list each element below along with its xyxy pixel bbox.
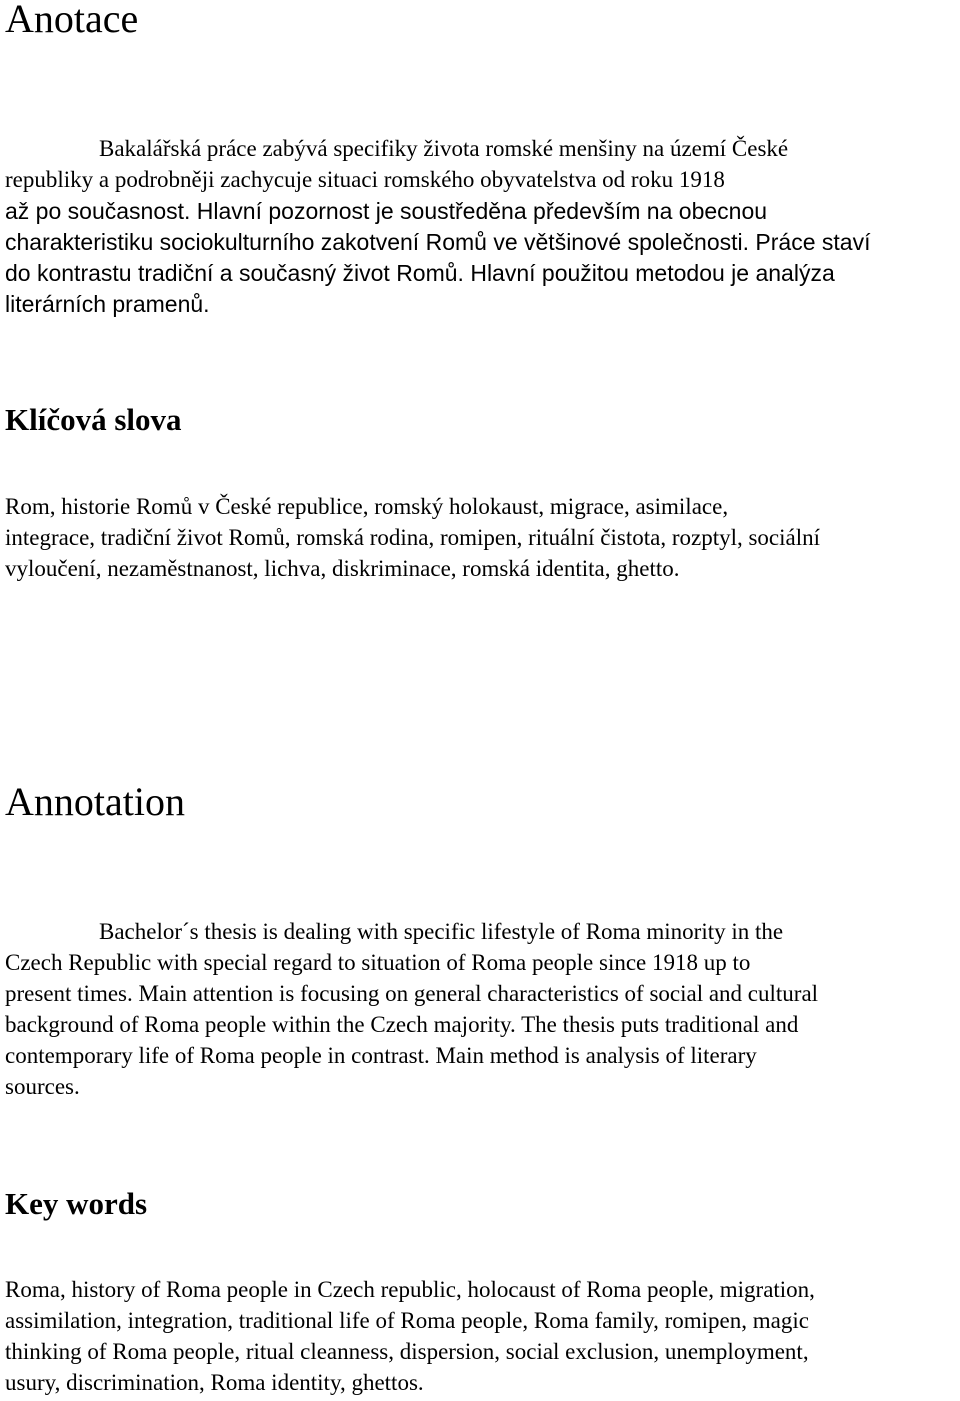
annotation-line-4: background of Roma people within the Czech majority. The thesis puts traditional and bbox=[5, 1012, 799, 1037]
annotation-line-1: Bachelor´s thesis is dealing with specific lifestyle of Roma minority in the bbox=[99, 919, 784, 944]
anotace-line-2: republiky a podrobněji zachycuje situaci romského obyvatelstva od roku 1918 bbox=[5, 167, 725, 192]
annotation-line-3: present times. Main attention is focusing on general characteristics of social and cultural bbox=[5, 981, 819, 1006]
annotation-line-6: sources. bbox=[5, 1074, 80, 1099]
anotace-line-3: až po současnost. Hlavní pozornost je soustředěna především na obecnou bbox=[5, 198, 768, 224]
anotace-line-6: literárních pramenů. bbox=[5, 291, 210, 317]
annotation-line-5: contemporary life of Roma people in contrast. Main method is analysis of literary bbox=[5, 1043, 757, 1068]
key-words-line-3: thinking of Roma people, ritual cleanness, dispersion, social exclusion, unemployment, bbox=[5, 1339, 809, 1364]
klicova-slova-line-1: Rom, historie Romů v České republice, romský holokaust, migrace, asimilace, bbox=[5, 494, 729, 519]
klicova-slova-heading: Klíčová slova bbox=[5, 402, 182, 437]
anotace-line-4: charakteristiku sociokulturního zakotvení Romů ve většinové společnosti. Práce staví bbox=[5, 229, 871, 255]
klicova-slova-line-2: integrace, tradiční život Romů, romská rodina, romipen, rituální čistota, rozptyl, sociální bbox=[5, 525, 821, 550]
anotace-heading: Anotace bbox=[5, 0, 139, 41]
key-words-heading: Key words bbox=[5, 1186, 148, 1221]
annotation-heading: Annotation bbox=[5, 779, 185, 824]
key-words-line-1: Roma, history of Roma people in Czech republic, holocaust of Roma people, migration, bbox=[5, 1277, 815, 1302]
key-words-line-2: assimilation, integration, traditional life of Roma people, Roma family, romipen, magic bbox=[5, 1308, 809, 1333]
anotace-line-5: do kontrastu tradiční a současný život Romů. Hlavní použitou metodou je analýza bbox=[5, 260, 835, 286]
annotation-line-2: Czech Republic with special regard to situation of Roma people since 1918 up to bbox=[5, 950, 751, 975]
anotace-line-1: Bakalářská práce zabývá specifiky života romské menšiny na území České bbox=[99, 136, 789, 161]
klicova-slova-line-3: vyloučení, nezaměstnanost, lichva, diskriminace, romská identita, ghetto. bbox=[5, 556, 680, 581]
key-words-line-4: usury, discrimination, Roma identity, ghettos. bbox=[5, 1370, 424, 1395]
